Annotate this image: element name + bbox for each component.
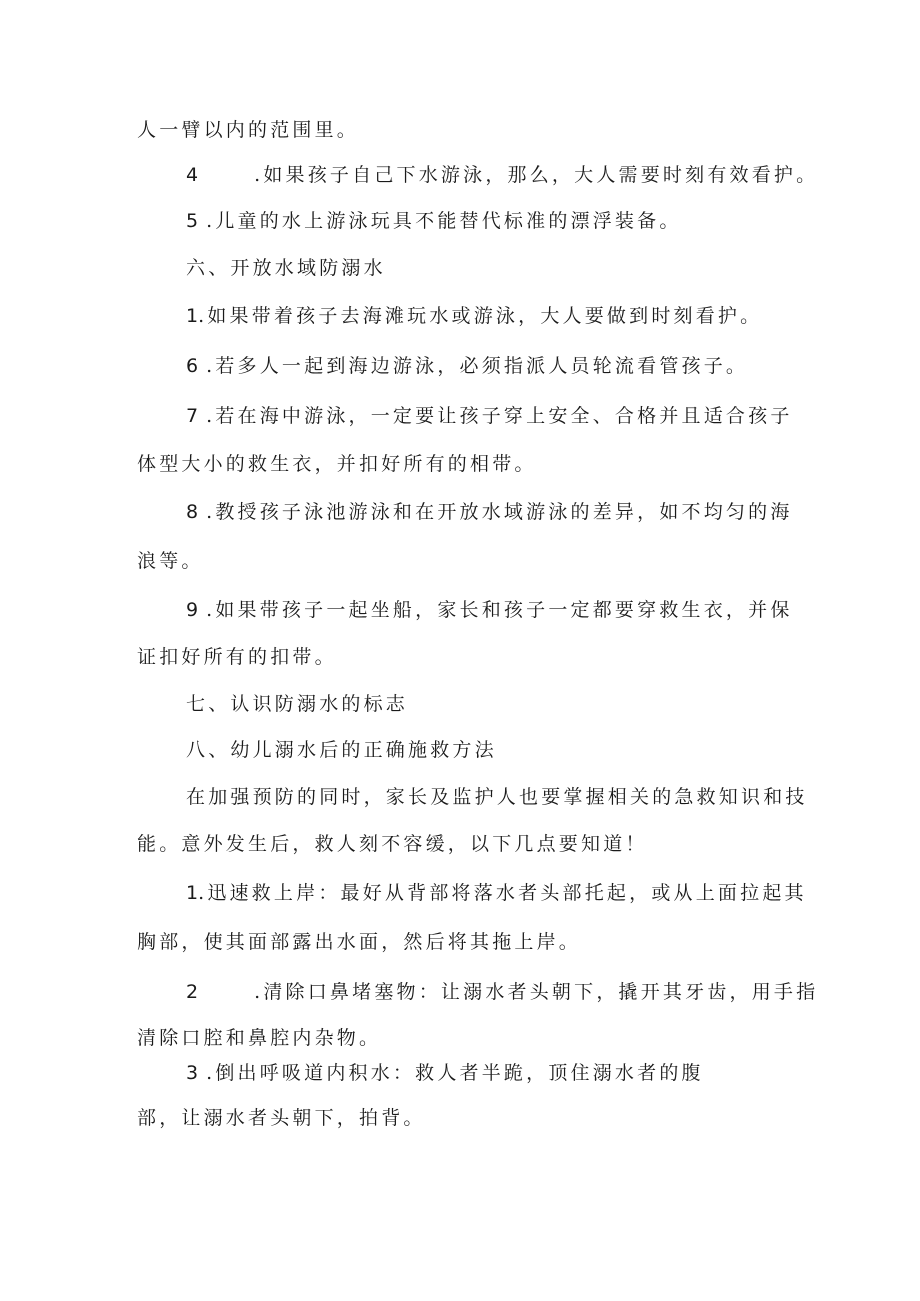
list-number: 6 xyxy=(186,355,199,377)
list-item: 6 .若多人一起到海边游泳，必须指派人员轮流看管孩子。 xyxy=(186,355,749,377)
text-line: 浪等。 xyxy=(137,550,204,572)
list-item: 1.如果带着孩子去海滩玩水或游泳，大人要做到时刻看护。 xyxy=(186,305,763,327)
text-line: 体型大小的救生衣，并扣好所有的相带。 xyxy=(137,453,537,475)
list-number: 5 xyxy=(186,210,199,232)
list-number: 3 xyxy=(186,1062,199,1084)
text-line: 清除口腔和鼻腔内杂物。 xyxy=(137,1027,382,1049)
list-item: 8 .教授孩子泳池游泳和在开放水域游泳的差异，如不均匀的海 xyxy=(186,501,793,523)
list-item: 1.迅速救上岸：最好从背部将落水者头部托起，或从上面拉起其 xyxy=(186,882,807,904)
list-number: 4 xyxy=(186,164,199,186)
section-heading: 六、开放水域防溺水 xyxy=(186,257,386,279)
list-item: 4 .如果孩子自己下水游泳，那么，大人需要时刻有效看护。 xyxy=(186,164,819,186)
list-number: 1 xyxy=(186,305,199,327)
text-line: 胸部，使其面部露出水面，然后将其拖上岸。 xyxy=(137,931,582,953)
list-number: 1 xyxy=(186,882,199,904)
list-item: 9 .如果带孩子一起坐船，家长和孩子一定都要穿救生衣，并保 xyxy=(186,599,793,621)
list-item: 3 .倒出呼吸道内积水：救人者半跪，顶住溺水者的腹 xyxy=(186,1062,704,1084)
text-line: 人一臂以内的范围里。 xyxy=(137,119,360,141)
list-item: 2 .清除口鼻堵塞物：让溺水者头朝下，撬开其牙齿，用手指 xyxy=(186,981,819,1003)
text-line: 证扣好所有的扣带。 xyxy=(137,646,337,668)
list-number: 7 xyxy=(186,405,199,427)
text-line: 在加强预防的同时，家长及监护人也要掌握相关的急救知识和技 xyxy=(186,786,808,808)
section-heading: 七、认识防溺水的标志 xyxy=(186,693,409,715)
list-item: 5 .儿童的水上游泳玩具不能替代标准的漂浮装备。 xyxy=(186,210,682,232)
list-number: 2 xyxy=(186,981,199,1003)
text-line: 部，让溺水者头朝下，拍背。 xyxy=(137,1107,426,1129)
list-number: 9 xyxy=(186,599,199,621)
list-item: 7 .若在海中游泳，一定要让孩子穿上安全、合格并且适合孩子 xyxy=(186,405,793,427)
list-number: 8 xyxy=(186,501,199,523)
section-heading: 八、幼儿溺水后的正确施救方法 xyxy=(186,739,497,761)
text-line: 能。意外发生后，救人刻不容缓，以下几点要知道！ xyxy=(137,833,648,855)
